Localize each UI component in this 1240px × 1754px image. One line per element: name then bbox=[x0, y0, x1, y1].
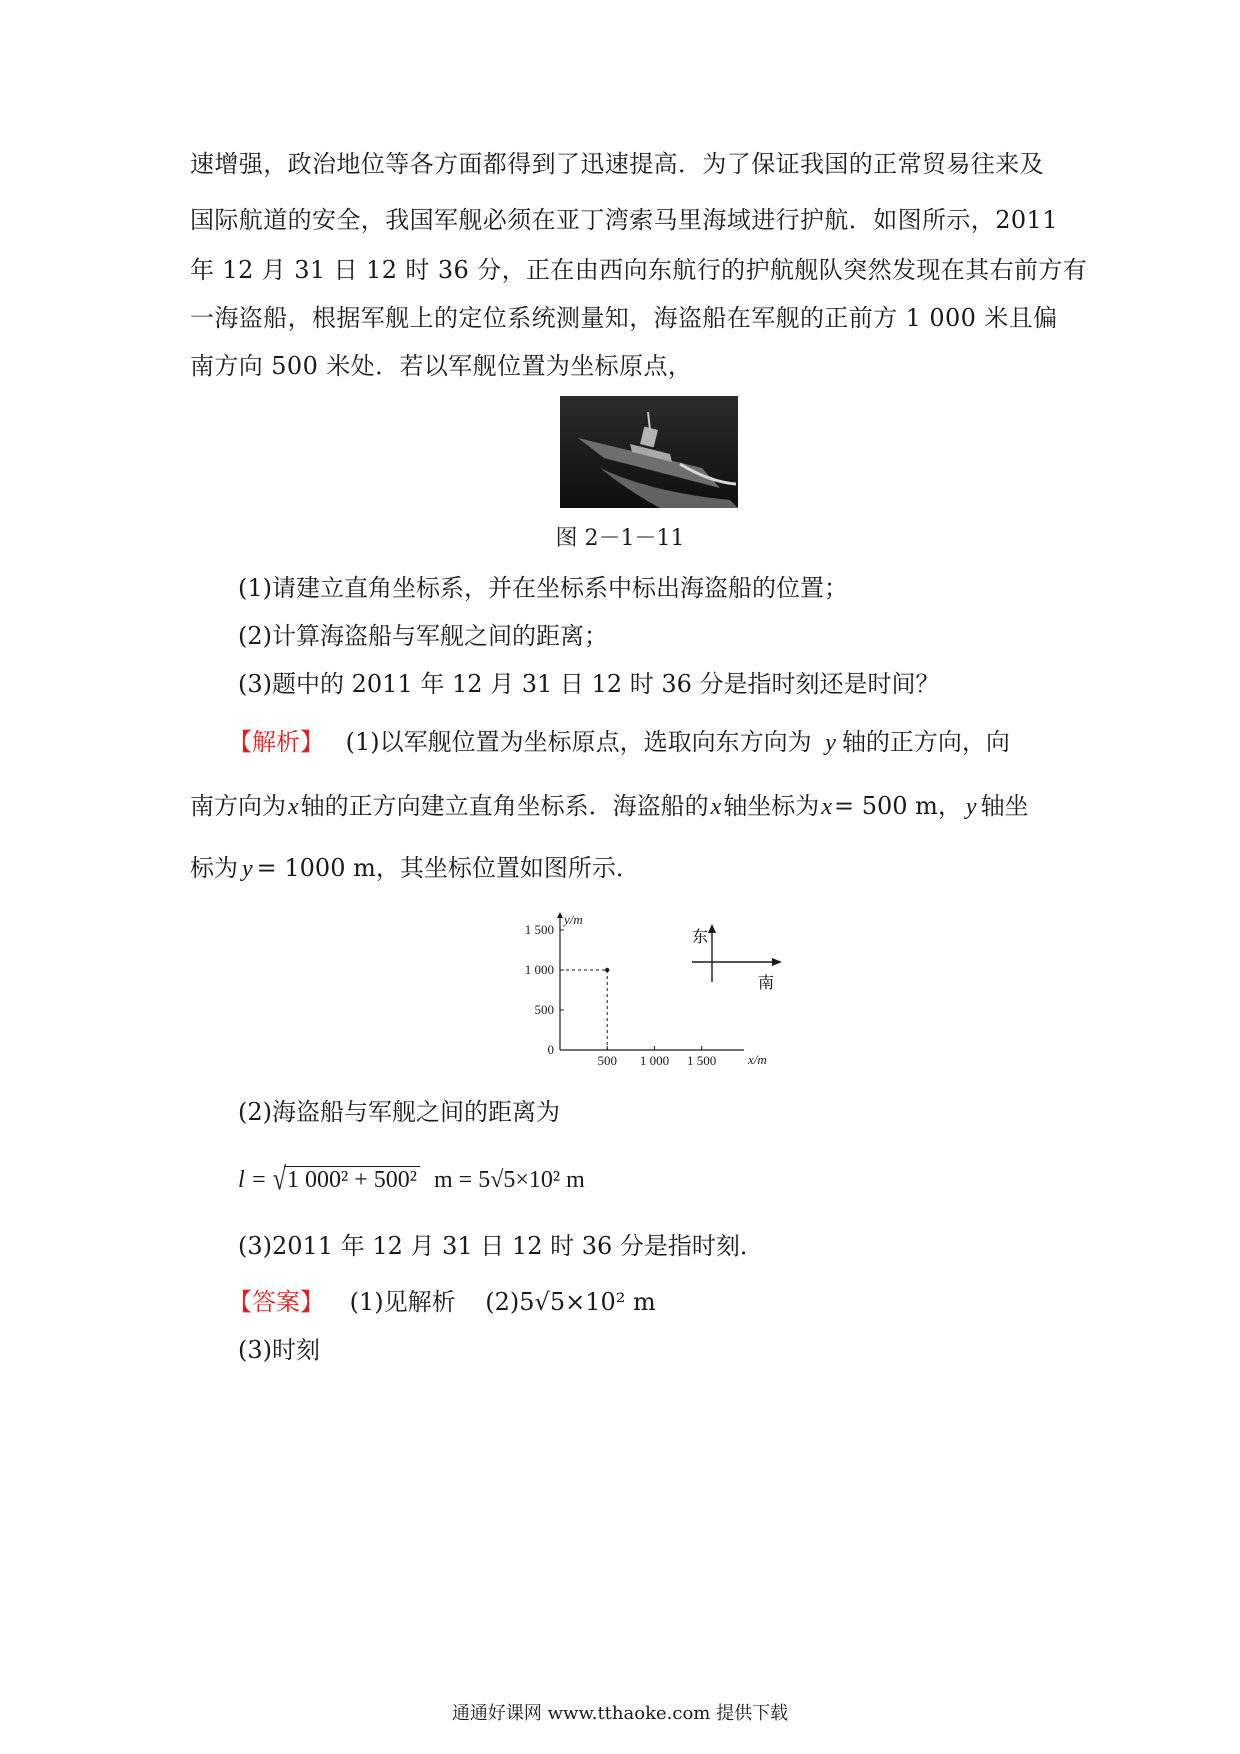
question-3: (3)题中的 2011 年 12 月 31 日 12 时 36 分是指时刻还是时间？ bbox=[238, 670, 940, 698]
y-axis-arrowhead bbox=[557, 912, 563, 918]
answer-line-2: (3)时刻 bbox=[238, 1336, 320, 1364]
intro-line-1: 速增强，政治地位等各方面都得到了迅速提高．为了保证我国的正常贸易往来及 bbox=[190, 150, 1044, 178]
analysis-line-1: 【解析】 (1)以军舰位置为坐标原点，选取向东方向为 y 轴的正方向，向 bbox=[228, 728, 1010, 756]
question-2: (2)计算海盗船与军舰之间的距离； bbox=[238, 622, 608, 650]
y-axis-label: y/m bbox=[564, 912, 583, 927]
y-tick-label: 1 000 bbox=[524, 962, 554, 977]
sqrt-sign: √ bbox=[272, 1162, 287, 1198]
y-tick-label: 500 bbox=[534, 1002, 554, 1017]
answer-tag: 【答案】 bbox=[228, 1288, 324, 1316]
y-tick-label: 0 bbox=[547, 1042, 554, 1057]
x-tick-label: 500 bbox=[597, 1053, 617, 1068]
intro-line-5: 南方向 500 米处．若以军舰位置为坐标原点， bbox=[190, 352, 693, 380]
answer-line-1: 【答案】 (1)见解析 (2)5√5×10² m bbox=[228, 1288, 656, 1316]
y-tick-label: 1 500 bbox=[524, 922, 554, 937]
x-tick-label: 1 000 bbox=[639, 1053, 670, 1068]
intro-line-2: 国际航道的安全，我国军舰必须在亚丁湾索马里海域进行护航．如图所示，2011 bbox=[190, 206, 1058, 234]
intro-line-4: 一海盗船，根据军舰上的定位系统测量知，海盗船在军舰的正前方 1 000 米且偏 bbox=[190, 304, 1058, 332]
analysis-line-3: 标为 y = 1000 m，其坐标位置如图所示． bbox=[190, 854, 640, 882]
analysis-tag: 【解析】 bbox=[228, 728, 324, 756]
x-tick-label: 1 500 bbox=[687, 1053, 717, 1068]
footer: 通通好课网 www.tthaoke.com 提供下载 bbox=[451, 1703, 789, 1724]
analysis-line-4: (2)海盗船与军舰之间的距离为 bbox=[238, 1098, 560, 1126]
distance-formula: l = √1 000² + 500² m = 5√5×10² m bbox=[238, 1164, 585, 1196]
figure-caption: 图 2－1－11 bbox=[555, 526, 685, 551]
compass-south-label: 南 bbox=[758, 973, 775, 992]
question-1: (1)请建立直角坐标系，并在坐标系中标出海盗船的位置； bbox=[238, 574, 848, 602]
compass-diagram bbox=[686, 924, 796, 1004]
pirate-ship-point bbox=[605, 968, 609, 972]
intro-line-3: 年 12 月 31 日 12 时 36 分，正在由西向东航行的护航舰队突然发现在其右前方有 bbox=[190, 256, 1088, 284]
analysis-line-5: (3)2011 年 12 月 31 日 12 时 36 分是指时刻． bbox=[238, 1232, 764, 1260]
radicand: 1 000² + 500² bbox=[284, 1166, 420, 1193]
warship-photo bbox=[560, 396, 738, 508]
x-axis-label: x/m bbox=[748, 1052, 767, 1067]
compass-east-label: 东 bbox=[692, 927, 709, 946]
compass-south-arrowhead bbox=[772, 958, 782, 966]
compass-east-arrowhead bbox=[708, 924, 716, 933]
analysis-line-2: 南方向为x轴的正方向建立直角坐标系．海盗船的x轴坐标为x= 500 m， y 轴坐 bbox=[190, 792, 1029, 820]
